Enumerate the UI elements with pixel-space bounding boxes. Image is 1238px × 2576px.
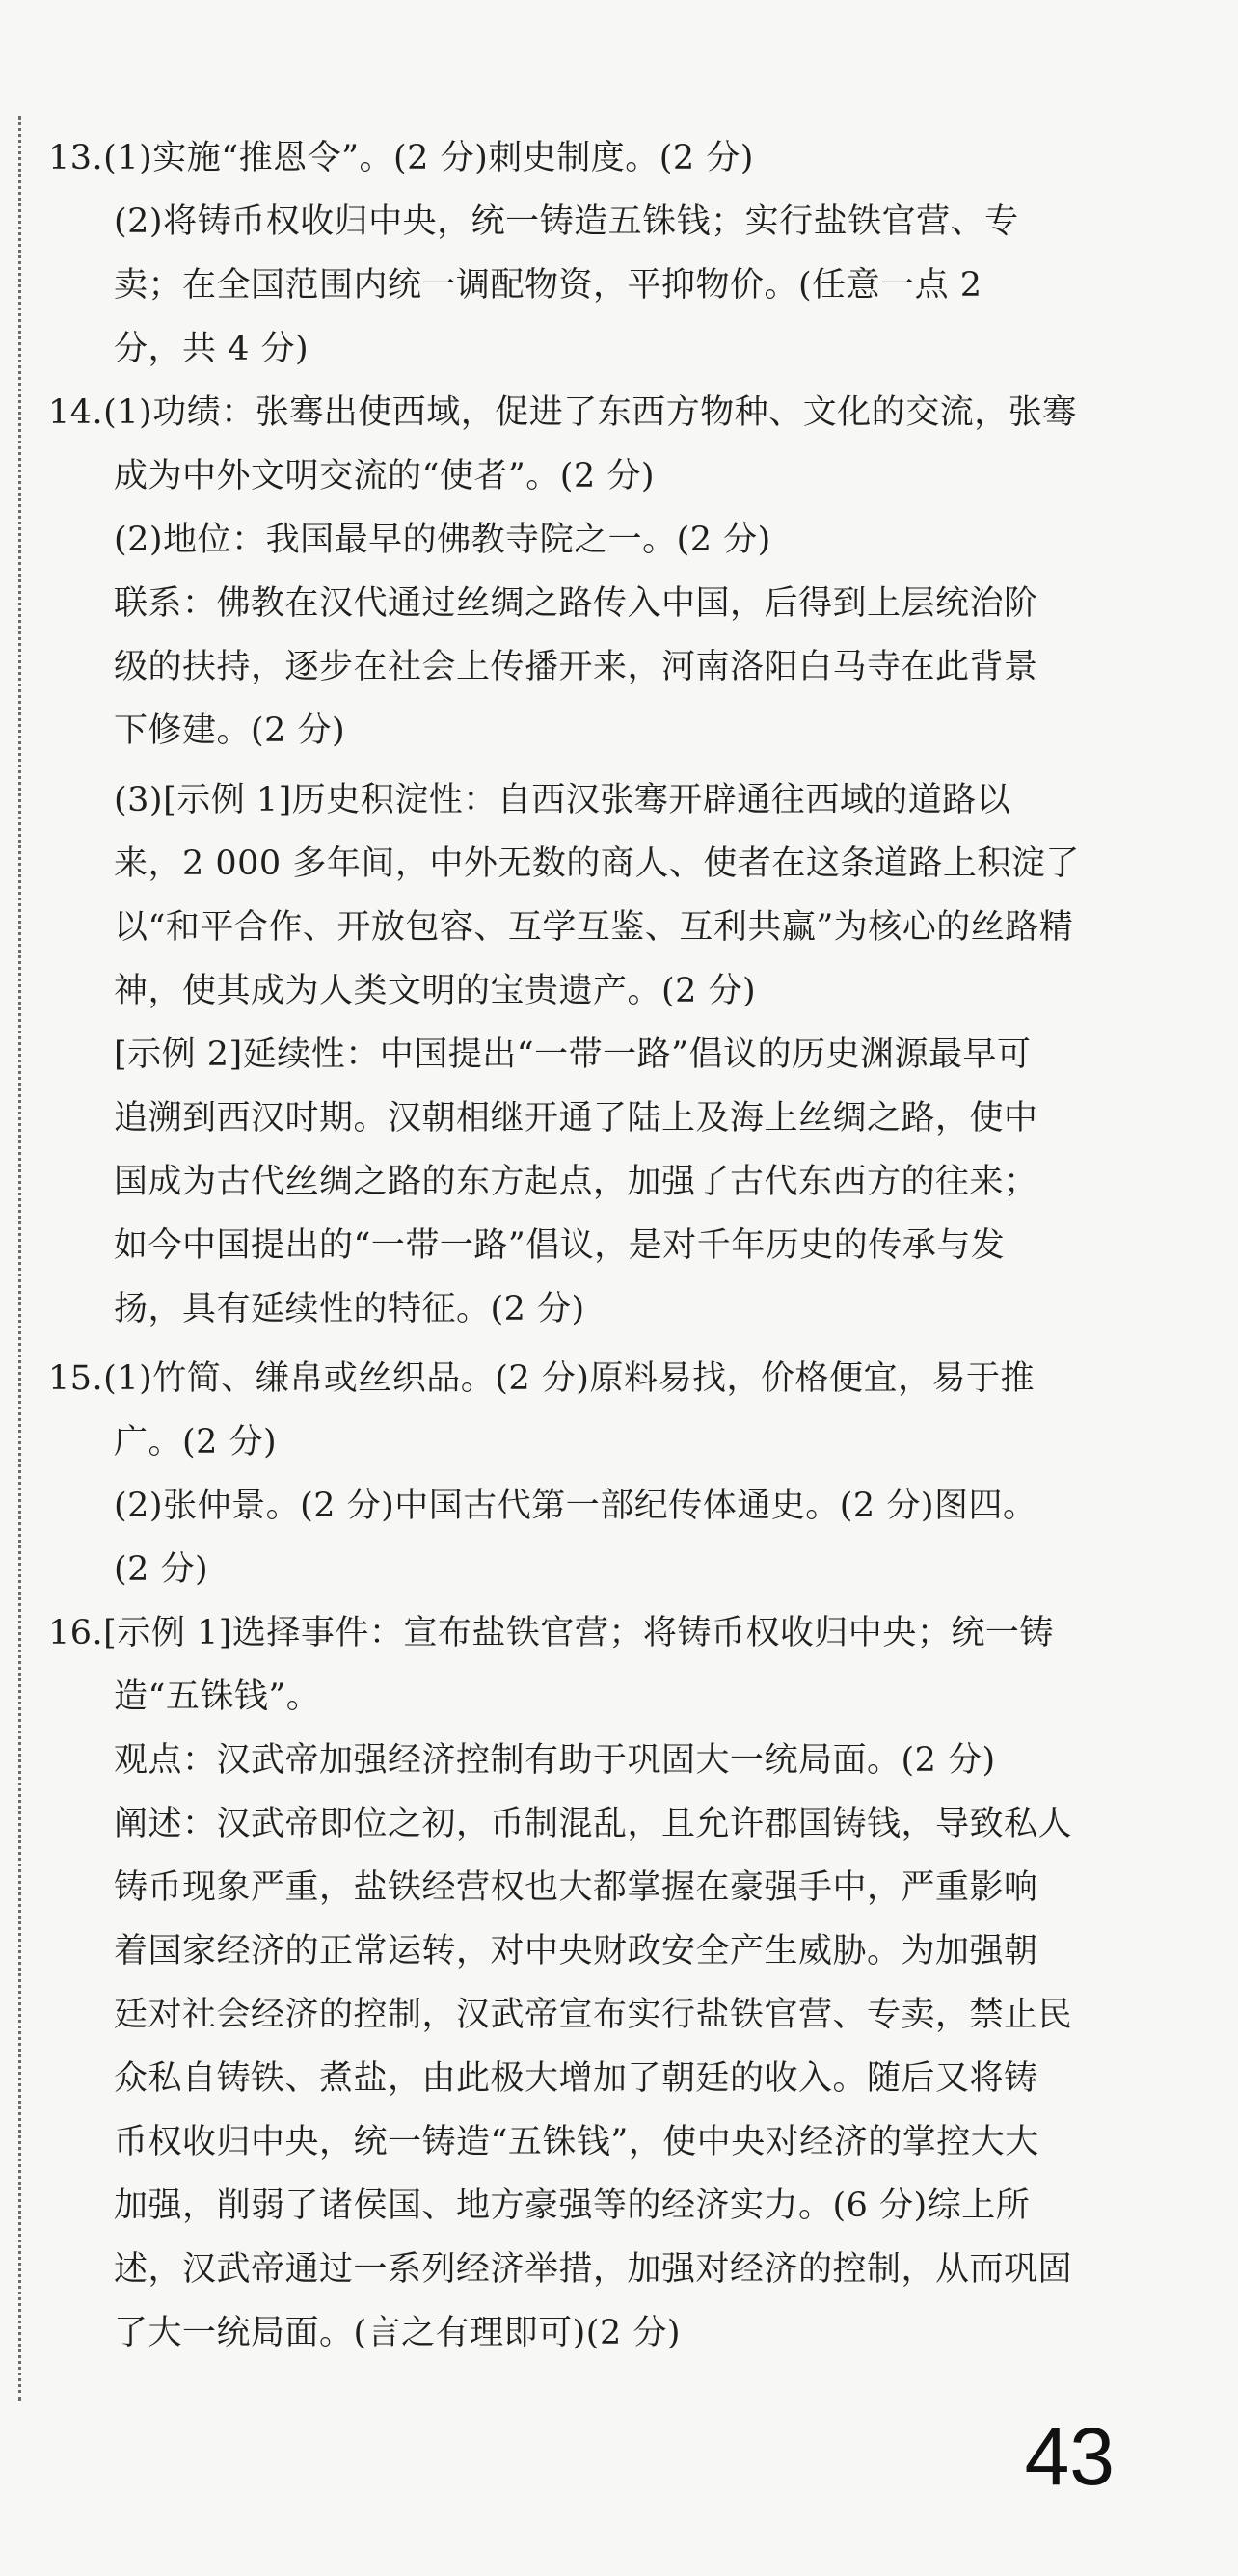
answer-16-line-3: 观点：汉武帝加强经济控制有助于巩固大一统局面。(2 分) <box>114 1741 996 1780</box>
answer-14-line-8: 来，2 000 多年间，中外无数的商人、使者在这条道路上积淀了 <box>114 845 1080 883</box>
answer-16-line-5: 铸币现象严重，盐铁经营权也大都掌握在豪强手中，严重影响 <box>114 1868 1038 1907</box>
answer-14-line-7: (3)[示例 1]历史积淀性：自西汉张骞开辟通往西域的道路以 <box>114 781 1011 819</box>
answer-15-line-4: (2 分) <box>114 1550 209 1589</box>
answer-14-line-4: 联系：佛教在汉代通过丝绸之路传入中国，后得到上层统治阶 <box>114 584 1038 623</box>
answer-16-line-7: 廷对社会经济的控制，汉武帝宣布实行盐铁官营、专卖，禁止民 <box>114 1996 1073 2034</box>
answer-16-line-6: 着国家经济的正常运转，对中央财政安全产生威胁。为加强朝 <box>114 1932 1038 1971</box>
answer-16-line-2: 造“五铢钱”。 <box>114 1677 321 1716</box>
answer-15-line-1: 15.(1)竹简、缣帛或丝织品。(2 分)原料易找，价格便宜，易于推 <box>48 1359 1035 1398</box>
answer-14-line-3: (2)地位：我国最早的佛教寺院之一。(2 分) <box>114 521 771 559</box>
answer-14-line-12: 追溯到西汉时期。汉朝相继开通了陆上及海上丝绸之路，使中 <box>114 1099 1038 1138</box>
answer-14-line-14: 如今中国提出的“一带一路”倡议，是对千年历史的传承与发 <box>114 1226 1006 1265</box>
answer-16-line-1: 16.[示例 1]选择事件：宣布盐铁官营；将铸币权收归中央；统一铸 <box>48 1614 1054 1652</box>
answer-16-line-4: 阐述：汉武帝即位之初，币制混乱，且允许郡国铸钱，导致私人 <box>114 1805 1073 1843</box>
answer-16-line-11: 述，汉武帝通过一系列经济举措，加强对经济的控制，从而巩固 <box>114 2250 1073 2289</box>
answer-14-line-6: 下修建。(2 分) <box>114 711 346 750</box>
answer-14-line-2: 成为中外文明交流的“使者”。(2 分) <box>114 457 655 496</box>
answer-13-line-2: (2)将铸币权收归中央，统一铸造五铢钱；实行盐铁官营、专 <box>114 202 1019 241</box>
answer-16-line-12: 了大一统局面。(言之有理即可)(2 分) <box>114 2314 682 2352</box>
answer-15-line-2: 广。(2 分) <box>114 1423 278 1462</box>
answer-16-line-9: 币权收归中央，统一铸造“五铢钱”，使中央对经济的掌控大大 <box>114 2123 1039 2161</box>
dotted-cut-line <box>18 116 21 2401</box>
answer-14-line-15: 扬，具有延续性的特征。(2 分) <box>114 1290 585 1328</box>
answer-14-line-13: 国成为古代丝绸之路的东方起点，加强了古代东西方的往来； <box>114 1163 1038 1201</box>
answer-16-line-10: 加强，削弱了诸侯国、地方豪强等的经济实力。(6 分)综上所 <box>114 2187 1031 2225</box>
answer-13-line-3: 卖；在全国范围内统一调配物资，平抑物价。(任意一点 2 <box>114 266 982 305</box>
answer-14-line-1: 14.(1)功绩：张骞出使西域，促进了东西方物种、文化的交流，张骞 <box>48 393 1077 432</box>
answer-14-line-9: 以“和平合作、开放包容、互学互鉴、互利共赢”为核心的丝路精 <box>114 908 1074 947</box>
answer-13-line-4: 分，共 4 分) <box>114 330 310 368</box>
answer-15-line-3: (2)张仲景。(2 分)中国古代第一部纪传体通史。(2 分)图四。 <box>114 1487 1037 1525</box>
answer-14-line-5: 级的扶持，逐步在社会上传播开来，河南洛阳白马寺在此背景 <box>114 648 1038 686</box>
answer-13-line-1: 13.(1)实施“推恩令”。(2 分)刺史制度。(2 分) <box>48 139 754 177</box>
page-number: 43 <box>1024 2411 1115 2502</box>
answer-16-line-8: 众私自铸铁、煮盐，由此极大增加了朝廷的收入。随后又将铸 <box>114 2059 1038 2098</box>
answer-14-line-10: 神，使其成为人类文明的宝贵遗产。(2 分) <box>114 972 757 1010</box>
answer-14-line-11: [示例 2]延续性：中国提出“一带一路”倡议的历史渊源最早可 <box>114 1035 1032 1074</box>
